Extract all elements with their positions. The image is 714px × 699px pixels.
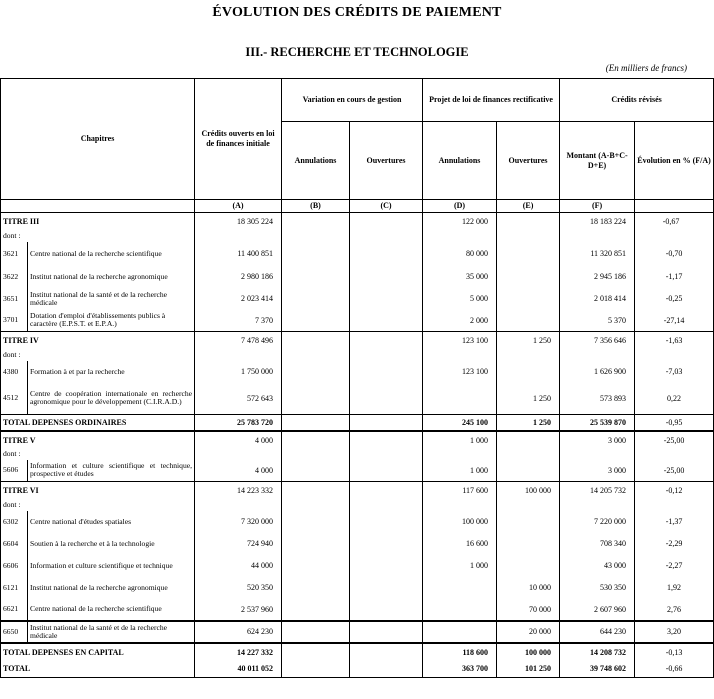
table-cell: 1 250	[497, 332, 560, 350]
table-cell: 1 250	[497, 415, 560, 431]
table-cell	[350, 350, 423, 361]
table-cell	[282, 288, 350, 310]
table-cell	[560, 449, 635, 460]
table-cell: 6650	[1, 621, 28, 643]
table-cell: 117 600	[423, 482, 497, 500]
table-cell: 122 000	[423, 213, 497, 231]
table-cell: 5 370	[560, 310, 635, 332]
table-cell	[497, 266, 560, 288]
table-cell	[423, 350, 497, 361]
table-cell: Institut national de la santé et de la recherche médicale	[28, 621, 195, 643]
table-cell	[423, 577, 497, 599]
table-cell: 1 250	[497, 383, 560, 415]
header-ouvertures-c: Ouvertures	[350, 122, 423, 200]
table-cell: 6604	[1, 533, 28, 555]
table-cell	[497, 511, 560, 533]
table-cell	[195, 231, 282, 242]
table-cell: 2 980 186	[195, 266, 282, 288]
table-cell: 520 350	[195, 577, 282, 599]
table-cell	[497, 213, 560, 231]
table-cell	[282, 661, 350, 678]
table-cell: TITRE IV	[1, 332, 195, 350]
table-cell: -0,66	[635, 661, 714, 678]
table-cell: Formation à et par la recherche	[28, 361, 195, 383]
table-cell: 25 783 720	[195, 415, 282, 431]
table-cell	[423, 449, 497, 460]
table-cell	[282, 383, 350, 415]
table-cell: 2 023 414	[195, 288, 282, 310]
table-row	[1, 621, 714, 643]
table-cell	[635, 449, 714, 460]
table-cell: 6621	[1, 599, 28, 621]
table-cell	[350, 661, 423, 678]
table-cell: 16 600	[423, 533, 497, 555]
table-cell	[560, 350, 635, 361]
header-variation: Variation en cours de gestion	[282, 79, 423, 122]
table-cell: 100 000	[497, 643, 560, 661]
table-cell: Information et culture scientifique et technique, prospective et études	[28, 460, 195, 482]
table-cell	[350, 332, 423, 350]
table-cell: 11 320 851	[560, 242, 635, 266]
table-cell: 4 000	[195, 460, 282, 482]
table-cell	[195, 350, 282, 361]
header-chapitres: Chapitres	[1, 79, 195, 200]
table-cell: 35 000	[423, 266, 497, 288]
table-cell: 3621	[1, 242, 28, 266]
table-cell: 2,76	[635, 599, 714, 621]
table-cell	[282, 431, 350, 449]
table-cell	[282, 460, 350, 482]
table-cell: dont :	[1, 231, 195, 242]
table-cell: Centre national de la recherche scientifique	[28, 599, 195, 621]
table-cell	[282, 332, 350, 350]
credits-table	[0, 78, 714, 678]
table-cell: 44 000	[195, 555, 282, 577]
table-cell	[282, 500, 350, 511]
table-cell	[282, 599, 350, 621]
table-cell: TOTAL	[1, 661, 195, 678]
table-cell: 20 000	[497, 621, 560, 643]
header-annulations-d: Annulations	[423, 122, 497, 200]
table-cell	[350, 231, 423, 242]
table-row	[1, 460, 714, 482]
table-cell: -1,17	[635, 266, 714, 288]
table-cell	[350, 266, 423, 288]
table-cell	[282, 213, 350, 231]
table-cell: -0,25	[635, 288, 714, 310]
table-cell	[195, 500, 282, 511]
table-row	[1, 310, 714, 332]
table-cell	[560, 231, 635, 242]
table-cell	[497, 555, 560, 577]
unit-note: (En milliers de francs)	[605, 63, 687, 73]
header-credits-ouverts: Crédits ouverts en loi de finances initiale	[195, 79, 282, 200]
table-cell	[350, 361, 423, 383]
table-cell	[282, 231, 350, 242]
table-cell: -2,29	[635, 533, 714, 555]
table-row	[1, 449, 714, 460]
table-cell: 18 183 224	[560, 213, 635, 231]
table-cell	[635, 500, 714, 511]
table-cell	[635, 200, 714, 213]
table-cell: -0,95	[635, 415, 714, 431]
table-cell: 4512	[1, 383, 28, 415]
table-cell	[282, 533, 350, 555]
table-cell: Centre national de la recherche scientifique	[28, 242, 195, 266]
table-cell: 1 626 900	[560, 361, 635, 383]
table-cell	[350, 599, 423, 621]
table-cell: 245 100	[423, 415, 497, 431]
table-cell: 25 539 870	[560, 415, 635, 431]
table-cell: -0,13	[635, 643, 714, 661]
table-cell: 123 100	[423, 332, 497, 350]
table-cell	[423, 599, 497, 621]
table-cell: -1,37	[635, 511, 714, 533]
table-cell: dont :	[1, 449, 195, 460]
table-cell: 3651	[1, 288, 28, 310]
table-cell: 3,20	[635, 621, 714, 643]
table-cell	[497, 350, 560, 361]
table-cell: 724 940	[195, 533, 282, 555]
table-row	[1, 231, 714, 242]
table-cell: -0,12	[635, 482, 714, 500]
header-revises: Crédits révisés	[560, 79, 714, 122]
table-cell: 43 000	[560, 555, 635, 577]
table-row	[1, 242, 714, 266]
table-cell	[282, 310, 350, 332]
table-row	[1, 288, 714, 310]
table-cell: -0,70	[635, 242, 714, 266]
table-cell: 1 000	[423, 431, 497, 449]
table-cell: 1,92	[635, 577, 714, 599]
table-cell: 100 000	[497, 482, 560, 500]
table-cell: 6606	[1, 555, 28, 577]
table-cell	[350, 482, 423, 500]
table-cell	[497, 288, 560, 310]
table-cell: Institut national de la santé et de la recherche médicale	[28, 288, 195, 310]
table-row	[1, 213, 714, 231]
table-cell: Information et culture scientifique et technique	[28, 555, 195, 577]
table-cell: 2 000	[423, 310, 497, 332]
table-row	[1, 332, 714, 350]
table-cell: 4380	[1, 361, 28, 383]
table-cell	[497, 533, 560, 555]
table-cell: 530 350	[560, 577, 635, 599]
table-cell: 7 320 000	[195, 511, 282, 533]
table-cell	[1, 200, 195, 213]
table-row	[1, 555, 714, 577]
table-cell	[350, 577, 423, 599]
table-cell	[497, 431, 560, 449]
table-cell: 101 250	[497, 661, 560, 678]
table-row	[1, 661, 714, 678]
table-cell: -1,63	[635, 332, 714, 350]
table-cell: 70 000	[497, 599, 560, 621]
table-cell: 100 000	[423, 511, 497, 533]
header-montant: Montant (A-B+C-D+E)	[560, 122, 635, 200]
table-cell	[350, 643, 423, 661]
table-row	[1, 383, 714, 415]
table-cell	[635, 231, 714, 242]
table-cell: 40 011 052	[195, 661, 282, 678]
table-cell: -25,00	[635, 460, 714, 482]
table-cell	[350, 500, 423, 511]
table-cell: Centre national d'études spatiales	[28, 511, 195, 533]
table-cell: 5606	[1, 460, 28, 482]
table-cell: 10 000	[497, 577, 560, 599]
table-row	[1, 533, 714, 555]
table-cell	[350, 415, 423, 431]
table-cell: 363 700	[423, 661, 497, 678]
table-row	[1, 599, 714, 621]
table-cell: 3 000	[560, 460, 635, 482]
table-cell: 6302	[1, 511, 28, 533]
table-cell: 14 223 332	[195, 482, 282, 500]
table-cell: 3622	[1, 266, 28, 288]
table-cell	[350, 288, 423, 310]
table-cell: TITRE III	[1, 213, 195, 231]
table-cell	[423, 621, 497, 643]
header-annulations-b: Annulations	[282, 122, 350, 200]
table-cell: 644 230	[560, 621, 635, 643]
table-cell	[282, 242, 350, 266]
table-cell	[497, 310, 560, 332]
table-cell	[350, 460, 423, 482]
table-cell	[350, 310, 423, 332]
table-cell	[282, 482, 350, 500]
table-cell: 14 227 332	[195, 643, 282, 661]
table-cell: TITRE VI	[1, 482, 195, 500]
table-cell	[350, 383, 423, 415]
table-cell: Institut national de la recherche agronomique	[28, 266, 195, 288]
table-cell	[282, 555, 350, 577]
table-cell: 6121	[1, 577, 28, 599]
table-cell: Dotation d'emploi d'établissements publics à caractère (E.P.S.T. et E.P.A.)	[28, 310, 195, 332]
table-cell	[497, 361, 560, 383]
col-label-d: (D)	[423, 200, 497, 213]
table-row	[1, 415, 714, 431]
table-cell	[282, 361, 350, 383]
table-cell	[282, 449, 350, 460]
table-row	[1, 577, 714, 599]
table-cell: 7 478 496	[195, 332, 282, 350]
table-cell: 118 600	[423, 643, 497, 661]
table-cell: 18 305 224	[195, 213, 282, 231]
table-row	[1, 511, 714, 533]
table-cell	[497, 500, 560, 511]
table-row	[1, 500, 714, 511]
page-subtitle: III.- RECHERCHE ET TECHNOLOGIE	[245, 45, 469, 59]
table-cell: -27,14	[635, 310, 714, 332]
table-cell	[560, 500, 635, 511]
table-row	[1, 361, 714, 383]
col-label-a: (A)	[195, 200, 282, 213]
table-cell: TOTAL DEPENSES ORDINAIRES	[1, 415, 195, 431]
table-cell: 2 537 960	[195, 599, 282, 621]
table-cell	[282, 511, 350, 533]
table-cell: TOTAL DEPENSES EN CAPITAL	[1, 643, 195, 661]
table-cell: -7,03	[635, 361, 714, 383]
table-cell	[350, 213, 423, 231]
table-row	[1, 266, 714, 288]
table-cell: Institut national de la recherche agronomique	[28, 577, 195, 599]
col-label-e: (E)	[497, 200, 560, 213]
table-cell: 80 000	[423, 242, 497, 266]
table-cell	[282, 350, 350, 361]
table-cell: 5 000	[423, 288, 497, 310]
page-title: ÉVOLUTION DES CRÉDITS DE PAIEMENT	[212, 5, 502, 20]
table-cell: 2 607 960	[560, 599, 635, 621]
table-cell	[282, 621, 350, 643]
table-cell: 11 400 851	[195, 242, 282, 266]
table-cell: 7 370	[195, 310, 282, 332]
table-cell	[497, 242, 560, 266]
header-ouvertures-e: Ouvertures	[497, 122, 560, 200]
table-cell	[350, 621, 423, 643]
table-cell	[350, 555, 423, 577]
table-cell: 572 643	[195, 383, 282, 415]
table-cell: 2 945 186	[560, 266, 635, 288]
table-cell: 7 220 000	[560, 511, 635, 533]
header-projet: Projet de loi de finances rectificative	[423, 79, 560, 122]
table-cell	[350, 533, 423, 555]
table-cell: 123 100	[423, 361, 497, 383]
table-cell: dont :	[1, 350, 195, 361]
table-cell: 0,22	[635, 383, 714, 415]
table-cell	[350, 431, 423, 449]
table-cell	[282, 577, 350, 599]
table-cell: 2 018 414	[560, 288, 635, 310]
table-cell: dont :	[1, 500, 195, 511]
table-cell: 1 000	[423, 460, 497, 482]
table-row	[1, 350, 714, 361]
table-cell	[497, 231, 560, 242]
table-cell	[497, 460, 560, 482]
table-cell: 3 000	[560, 431, 635, 449]
table-cell: TITRE V	[1, 431, 195, 449]
table-cell: -2,27	[635, 555, 714, 577]
table-row	[1, 643, 714, 661]
table-cell: 708 340	[560, 533, 635, 555]
col-label-c: (C)	[350, 200, 423, 213]
table-cell: 39 748 602	[560, 661, 635, 678]
table-cell	[350, 449, 423, 460]
header-evolution: Évolution en % (F/A)	[635, 122, 714, 200]
table-cell: 624 230	[195, 621, 282, 643]
table-cell	[423, 231, 497, 242]
table-cell: 7 356 646	[560, 332, 635, 350]
table-cell: 14 208 732	[560, 643, 635, 661]
table-cell	[195, 449, 282, 460]
table-cell	[423, 383, 497, 415]
table-cell: Centre de coopération internationale en recherche agronomique pour le développement (C.I.R.A.D.)	[28, 383, 195, 415]
col-label-f: (F)	[560, 200, 635, 213]
table-cell	[282, 415, 350, 431]
table-cell: 1 750 000	[195, 361, 282, 383]
table-cell	[282, 643, 350, 661]
table-cell: Soutien à la recherche et à la technologie	[28, 533, 195, 555]
table-row	[1, 431, 714, 449]
table-cell: 14 205 732	[560, 482, 635, 500]
table-cell	[423, 500, 497, 511]
col-label-b: (B)	[282, 200, 350, 213]
table-row	[1, 482, 714, 500]
table-cell: 1 000	[423, 555, 497, 577]
table-cell	[282, 266, 350, 288]
table-cell	[635, 350, 714, 361]
table-cell	[497, 449, 560, 460]
table-cell: -25,00	[635, 431, 714, 449]
table-cell	[350, 511, 423, 533]
table-cell	[350, 242, 423, 266]
table-cell: 3701	[1, 310, 28, 332]
table-cell: -0,67	[635, 213, 714, 231]
table-cell: 4 000	[195, 431, 282, 449]
table-cell: 573 893	[560, 383, 635, 415]
